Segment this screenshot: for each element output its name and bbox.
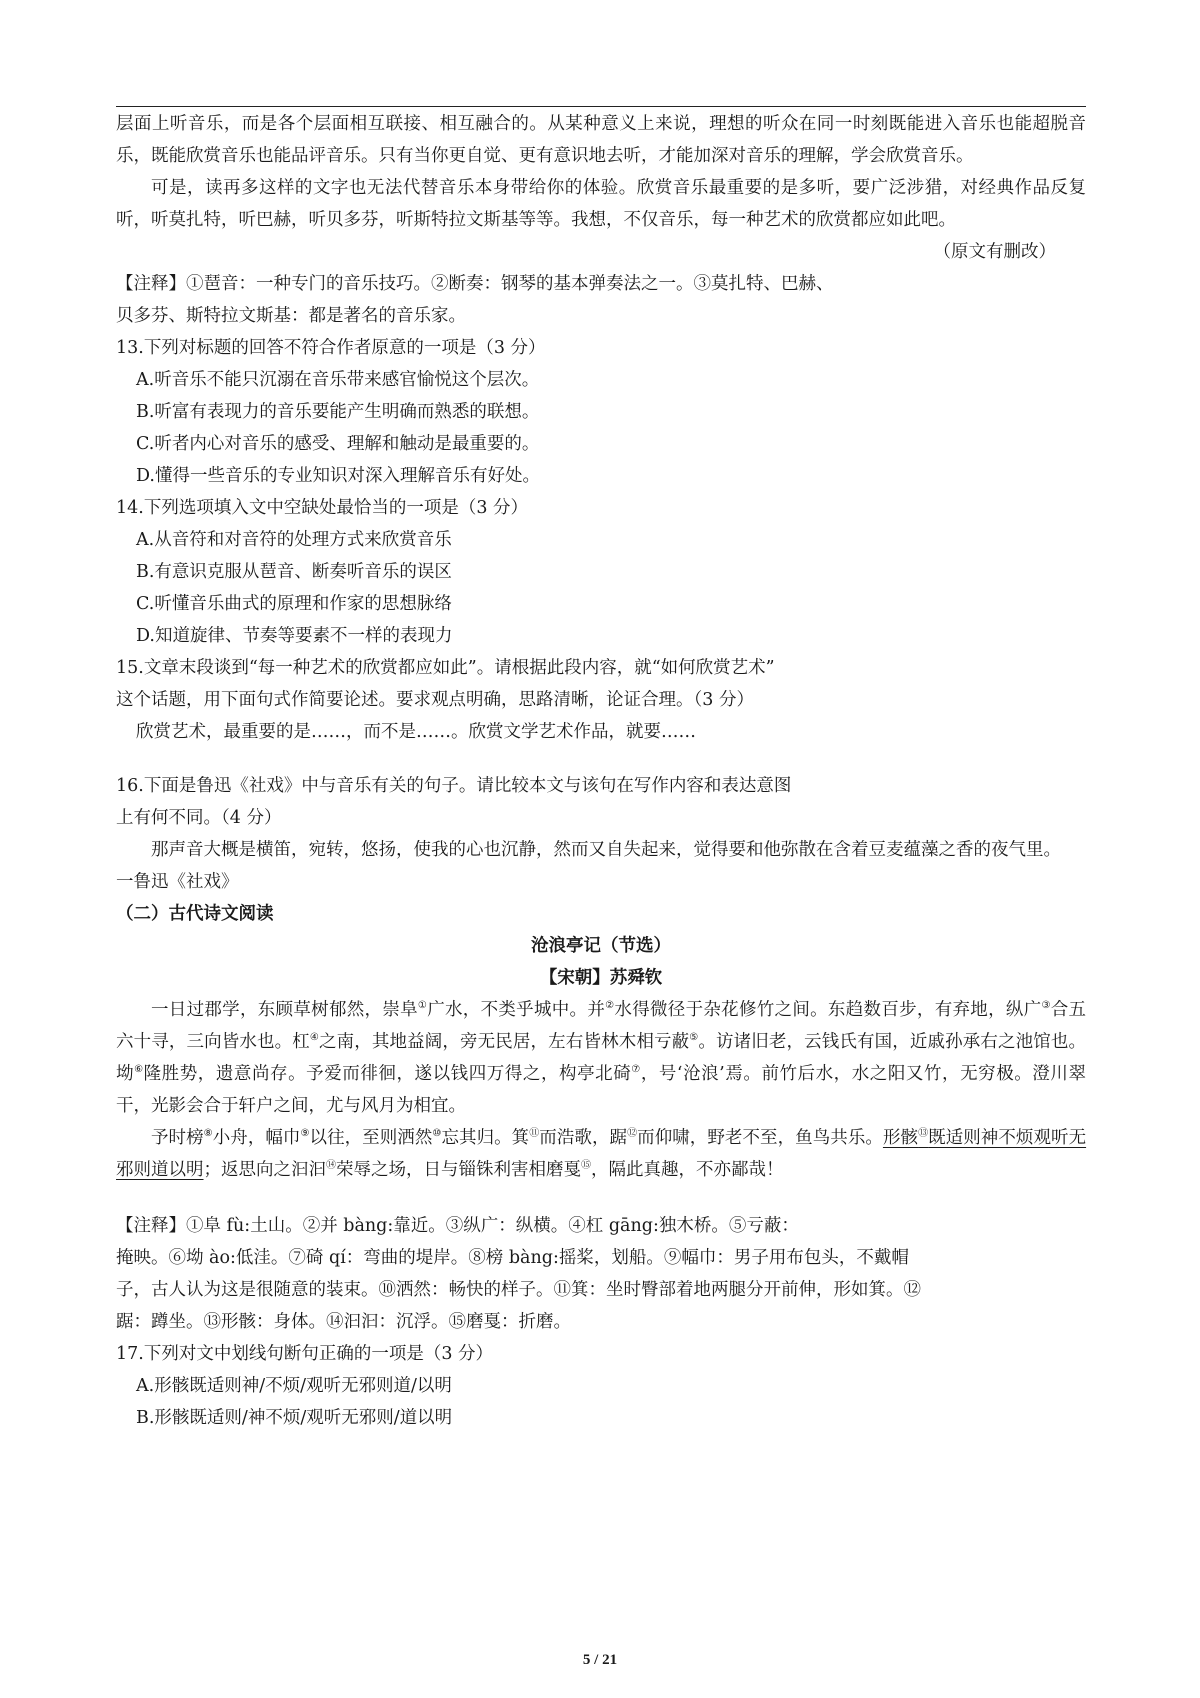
note2-line: 踞：蹲坐。⑬形骸：身体。⑭汩汩：沉浮。⑮磨戛：折磨。 <box>116 1312 571 1332</box>
note1-line: 【注释】①琶音：一种专门的音乐技巧。②断奏：钢琴的基本弹奏法之一。③莫扎特、巴赫、 <box>116 274 834 294</box>
question-16-stem: 上有何不同。（4 分） <box>116 808 282 828</box>
poem-title: 沧浪亭记（节选） <box>531 936 671 956</box>
classical-paragraph-1: 一日过郡学，东顾草树郁然，崇阜①广水，不类乎城中。并②水得微径于杂花修竹之间。东趋数百步，有弃地，纵广③合五六十寻，三向皆水也。杠④之南，其地益阔，旁无民居，左右皆林木相亏蔽⑤。访诸旧老，云钱氏有国，近戚孙承右之池馆也。坳⑥隆胜势，遗意尚存。予爱而徘徊，遂以钱四万得之，构亭北碕⑦，号‘沧浪’焉。前竹后水，水之阳又竹，无穷极。澄川翠干，光影会合于轩户之间，尤与风月为相宜。 <box>116 1000 1087 1116</box>
question-17-option: A.形骸既适则神/不烦/观听无邪则道/以明 <box>136 1376 452 1396</box>
note2-line: 【注释】①阜 fù:土山。②并 bàng:靠近。③纵广：纵横。④杠 gāng:独木桥。⑤亏蔽： <box>116 1216 799 1236</box>
question-13-option: D.懂得一些音乐的专业知识对深入理解音乐有好处。 <box>136 466 540 486</box>
note2-line: 子，古人认为这是很随意的装束。⑩洒然：畅快的样子。⑪箕：坐时臀部着地两腿分开前伸，形如箕。⑫ <box>116 1280 921 1300</box>
header-rule <box>116 106 1086 107</box>
question-17-option: B.形骸既适则/神不烦/观听无邪则/道以明 <box>136 1408 453 1428</box>
question-14-option: C.听懂音乐曲式的原理和作家的思想脉络 <box>136 594 452 614</box>
poem-author: 【宋朝】苏舜钦 <box>539 968 663 988</box>
question-13-option: C.听者内心对音乐的感受、理解和触动是最重要的。 <box>136 434 540 454</box>
question-16-attribution: 一鲁迅《社戏》 <box>116 872 239 892</box>
underlined-sentence: 形骸⑬既适则神不烦观听无邪则道以明 <box>116 1128 1087 1180</box>
page-content <box>116 108 1086 1434</box>
question-14-option: B.有意识克服从琶音、断奏听音乐的误区 <box>136 562 452 582</box>
question-17-stem: 17.下列对文中划线句断句正确的一项是（3 分） <box>116 1344 494 1364</box>
page-number: 5 / 21 <box>582 1652 618 1668</box>
question-14-stem: 14.下列选项填入文中空缺处最恰当的一项是（3 分） <box>116 498 529 518</box>
question-15-stem: 15.文章末段谈到“每一种艺术的欣赏都应如此”。请根据此段内容，就“如何欣赏艺术” <box>116 658 775 678</box>
spacer <box>116 748 1086 770</box>
question-13-option: B.听富有表现力的音乐要能产生明确而熟悉的联想。 <box>136 402 540 422</box>
question-13-option: A.听音乐不能只沉溺在音乐带来感官愉悦这个层次。 <box>136 370 540 390</box>
spacer <box>116 1186 1086 1210</box>
classical-paragraph-2: 予时榜⑧小舟，幅巾⑨以往，至则洒然⑩忘其归。箕⑪而浩歌，踞⑫而仰啸，野老不至，鱼鸟共乐。形骸⑬既适则神不烦观听无邪则道以明；返思向之汩汩⑭荣辱之场，日与锱铢利害相磨戛⑮，隔此真趣，不亦鄙哉！ <box>116 1128 1087 1180</box>
note2-line: 掩映。⑥坳 ào:低洼。⑦碕 qí：弯曲的堤岸。⑧榜 bàng:摇桨，划船。⑨幅巾：男子用布包头，不戴帽 <box>116 1248 909 1268</box>
section-2-heading: （二）古代诗文阅读 <box>116 904 274 924</box>
question-16-stem: 16.下面是鲁迅《社戏》中与音乐有关的句子。请比较本文与该句在写作内容和表达意图 <box>116 776 792 796</box>
question-15-pattern: 欣赏艺术，最重要的是……，而不是……。欣赏文学艺术作品，就要…… <box>136 722 696 742</box>
question-14-option: D.知道旋律、节奏等要素不一样的表现力 <box>136 626 453 646</box>
intro-paragraph-1: 层面上听音乐，而是各个层面相互联接、相互融合的。从某种意义上来说，理想的听众在同一时刻既能进入音乐也能超脱音乐，既能欣赏音乐也能品评音乐。只有当你更自觉、更有意识地去听，才能加深对音乐的理解，学会欣赏音乐。 <box>116 114 1086 166</box>
source-note: （原文有删改） <box>933 242 1056 262</box>
question-16-quote: 那声音大概是横笛，宛转，悠扬，使我的心也沉静，然而又自失起来，觉得要和他弥散在含着豆麦蕴藻之香的夜气里。 <box>151 840 1061 860</box>
note1-line: 贝多芬、斯特拉文斯基：都是著名的音乐家。 <box>116 306 466 326</box>
question-15-stem: 这个话题，用下面句式作简要论述。要求观点明确，思路清晰，论证合理。（3 分） <box>116 690 754 710</box>
question-13-stem: 13.下列对标题的回答不符合作者原意的一项是（3 分） <box>116 338 546 358</box>
intro-paragraph-2: 可是，读再多这样的文字也无法代替音乐本身带给你的体验。欣赏音乐最重要的是多听，要广泛涉猎，对经典作品反复听，听莫扎特，听巴赫，听贝多芬，听斯特拉文斯基等等。我想，不仅音乐，每一种艺术的欣赏都应如此吧。 <box>116 178 1086 230</box>
question-14-option: A.从音符和对音符的处理方式来欣赏音乐 <box>136 530 452 550</box>
